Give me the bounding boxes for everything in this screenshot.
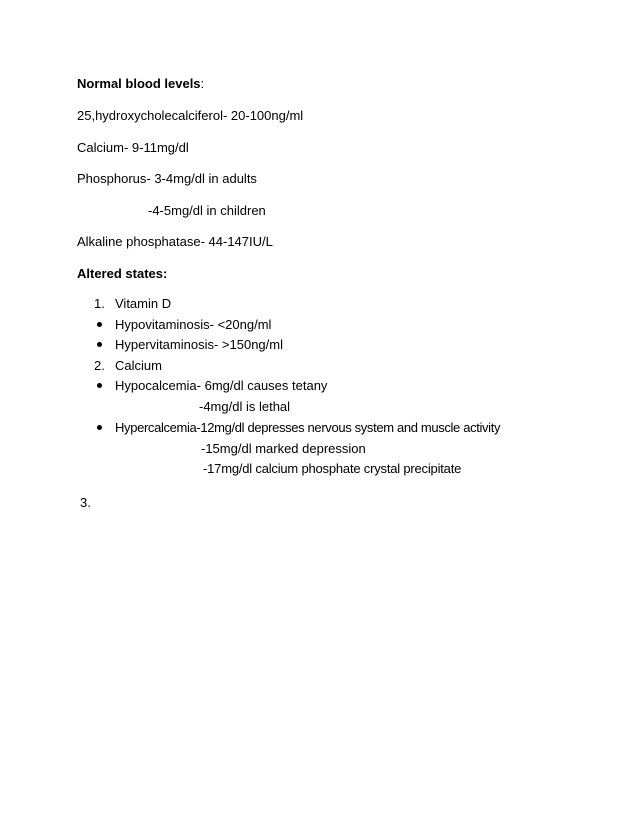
- altered-states-heading: Altered states:: [77, 266, 168, 281]
- phosphorus-adults-level: Phosphorus- 3-4mg/dl in adults: [77, 171, 257, 186]
- list-number-2: 2.: [94, 358, 105, 373]
- bullet-icon: [97, 322, 102, 327]
- list-item-hypercalcemia: Hypercalcemia-12mg/dl depresses nervous system and muscle activity: [115, 420, 501, 435]
- list-item-vitamin-d: Vitamin D: [115, 296, 172, 311]
- list-number-3: 3.: [80, 495, 91, 510]
- hypocalcemia-lethal-level: -4mg/dl is lethal: [199, 399, 291, 414]
- normal-levels-heading-colon: :: [200, 76, 205, 91]
- hypercalcemia-15-level: -15mg/dl marked depression: [201, 441, 366, 456]
- alkaline-phosphatase-level: Alkaline phosphatase- 44-147IU/L: [77, 234, 273, 249]
- bullet-icon: [97, 383, 102, 388]
- hypercalcemia-17-level: -17mg/dl calcium phosphate crystal precipitate: [203, 461, 462, 476]
- normal-levels-heading: [77, 76, 204, 91]
- list-number-1: 1.: [94, 296, 105, 311]
- list-item-calcium: Calcium: [115, 358, 162, 373]
- vitamin-d-normal-level: 25,hydroxycholecalciferol- 20-100ng/ml: [77, 108, 304, 123]
- list-item-hypovitaminosis: Hypovitaminosis- <20ng/ml: [115, 317, 272, 332]
- bullet-icon: [97, 342, 102, 347]
- list-item-hypervitaminosis: Hypervitaminosis- >150ng/ml: [115, 337, 283, 352]
- normal-levels-heading-text: Normal blood levels: [77, 76, 201, 91]
- phosphorus-children-level: -4-5mg/dl in children: [148, 203, 266, 218]
- list-item-hypocalcemia: Hypocalcemia- 6mg/dl causes tetany: [115, 378, 328, 393]
- bullet-icon: [97, 425, 102, 430]
- calcium-normal-level: Calcium- 9-11mg/dl: [77, 140, 189, 155]
